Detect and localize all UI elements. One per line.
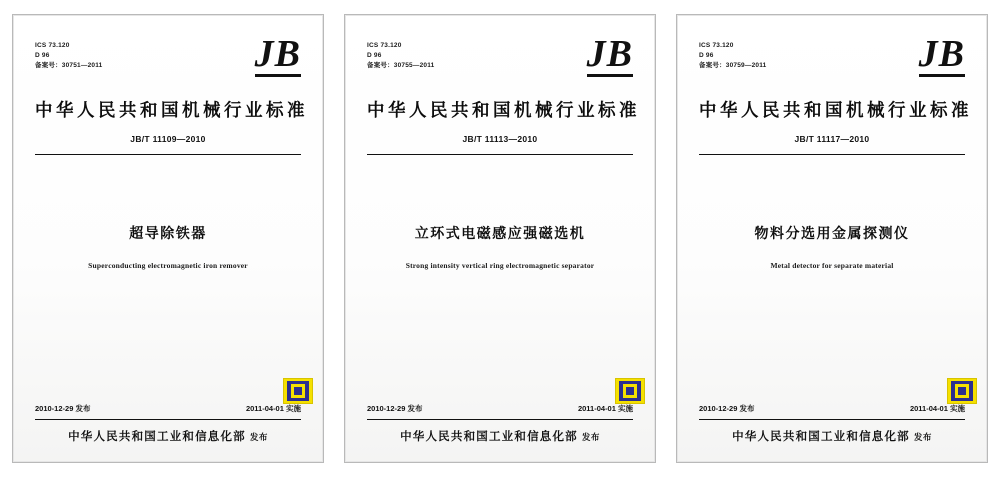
standard-cover-2 bbox=[344, 14, 656, 463]
cover-2-publisher-name: 中华人民共和国工业和信息化部 bbox=[400, 431, 578, 443]
cover-2-logo-text: JB bbox=[586, 33, 633, 75]
cover-1-subject-en: Superconducting electromagnetic iron remover bbox=[88, 261, 248, 271]
cover-1-dates bbox=[35, 403, 301, 414]
cover-1-meta-ics: ICS 73.120 bbox=[35, 42, 70, 49]
cover-1-effective-date: 2011-04-01 实施 bbox=[245, 404, 301, 413]
cover-1-meta-class: D 96 bbox=[35, 52, 50, 60]
cover-2-publisher-suffix: 发布 bbox=[581, 432, 600, 442]
cover-3-publisher-name: 中华人民共和国工业和信息化部 bbox=[732, 431, 910, 443]
cover-3-divider bbox=[699, 154, 965, 155]
cover-1-subject-block bbox=[35, 223, 301, 270]
cover-1-inner bbox=[35, 33, 308, 448]
cover-3-publisher bbox=[699, 428, 965, 444]
cover-2-dates bbox=[367, 403, 633, 414]
cover-3-subject-en: Metal detector for separate material bbox=[770, 261, 894, 271]
cover-2-effective-date: 2011-04-01 实施 bbox=[577, 404, 633, 413]
cover-1-subject-cn: 超导除铁器 bbox=[129, 225, 207, 242]
cover-3-effective-date: 2011-04-01 实施 bbox=[909, 404, 965, 413]
jb-logo-icon-1 bbox=[255, 35, 301, 77]
cover-1-footer-divider bbox=[35, 419, 301, 420]
cover-3-inner bbox=[699, 33, 972, 448]
jb-logo-icon-3 bbox=[919, 35, 965, 77]
cover-1-publisher-suffix: 发布 bbox=[249, 432, 268, 442]
cover-1-logo-text: JB bbox=[254, 33, 301, 75]
national-emblem-seal-icon-3 bbox=[947, 378, 977, 404]
cover-1-issue-date: 2010-12-29 发布 bbox=[35, 404, 91, 413]
cover-2-title: 中华人民共和国机械行业标准 bbox=[367, 100, 640, 121]
cover-1-meta-record-no: 备案号：30751—2011 bbox=[35, 62, 103, 70]
cover-2-inner bbox=[367, 33, 640, 448]
seal-3-core bbox=[958, 387, 966, 395]
cover-3-subject-cn: 物料分选用金属探测仪 bbox=[754, 225, 910, 242]
cover-2-divider bbox=[367, 154, 633, 155]
standard-cover-1 bbox=[12, 14, 324, 463]
cover-2-footer-divider bbox=[367, 419, 633, 420]
cover-1-publisher-name: 中华人民共和国工业和信息化部 bbox=[68, 431, 246, 443]
cover-2-meta-record-no: 备案号：30755—2011 bbox=[367, 62, 435, 70]
cover-3-standard-number: JB/T 11117—2010 bbox=[794, 134, 870, 145]
cover-2-meta-class: D 96 bbox=[367, 52, 382, 60]
cover-2-issue-date: 2010-12-29 发布 bbox=[367, 404, 423, 413]
cover-3-meta-record-no: 备案号：30759—2011 bbox=[699, 62, 767, 70]
cover-3-publisher-suffix: 发布 bbox=[913, 432, 932, 442]
cover-3-logo-text: JB bbox=[918, 33, 965, 75]
cover-3-dates bbox=[699, 403, 965, 414]
cover-2-subject-block bbox=[367, 223, 633, 270]
cover-2-standard-number: JB/T 11113—2010 bbox=[462, 134, 538, 145]
cover-3-meta-ics: ICS 73.120 bbox=[699, 42, 734, 49]
seal-2-core bbox=[626, 387, 634, 395]
cover-2-meta-ics: ICS 73.120 bbox=[367, 42, 402, 49]
cover-2-subject-cn: 立环式电磁感应强磁选机 bbox=[414, 225, 586, 242]
cover-3-title: 中华人民共和国机械行业标准 bbox=[699, 100, 972, 121]
seal-1-core bbox=[294, 387, 302, 395]
cover-1-standard-number: JB/T 11109—2010 bbox=[130, 134, 206, 145]
jb-logo-icon-2 bbox=[587, 35, 633, 77]
cover-2-subject-en: Strong intensity vertical ring electromagnetic separator bbox=[405, 261, 595, 271]
cover-3-subject-block bbox=[699, 223, 965, 270]
cover-3-meta-class: D 96 bbox=[699, 52, 714, 60]
standard-cover-3 bbox=[676, 14, 988, 463]
cover-1-publisher bbox=[35, 428, 301, 444]
national-emblem-seal-icon-2 bbox=[615, 378, 645, 404]
cover-1-divider bbox=[35, 154, 301, 155]
cover-2-publisher bbox=[367, 428, 633, 444]
cover-3-footer-divider bbox=[699, 419, 965, 420]
cover-1-title: 中华人民共和国机械行业标准 bbox=[35, 100, 308, 121]
national-emblem-seal-icon-1 bbox=[283, 378, 313, 404]
cover-3-issue-date: 2010-12-29 发布 bbox=[699, 404, 755, 413]
